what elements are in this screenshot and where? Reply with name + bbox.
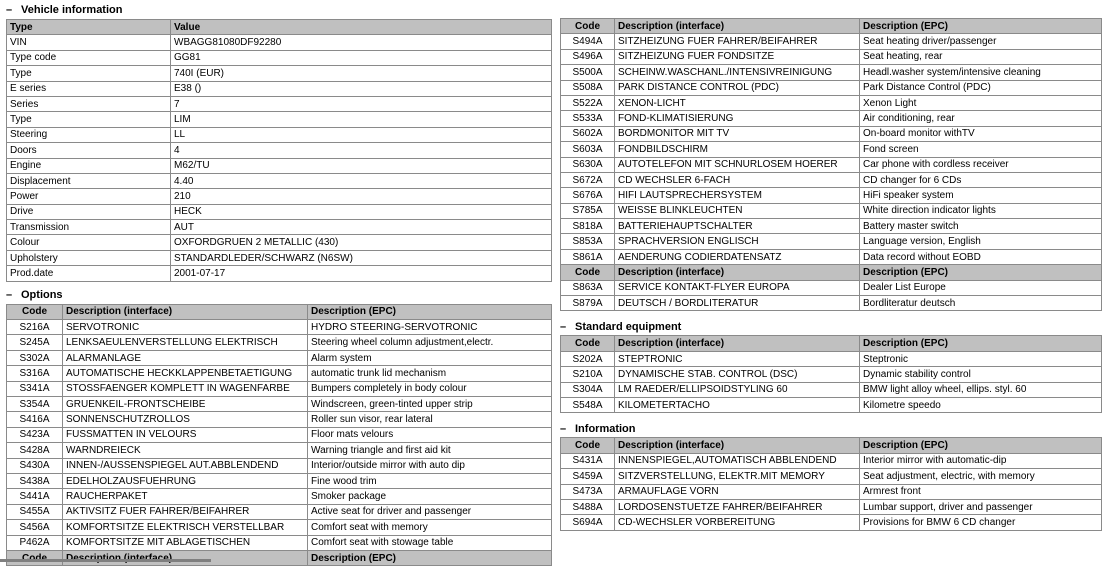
table-cell: Seat heating, rear — [860, 49, 1102, 64]
table-cell: HYDRO STEERING-SERVOTRONIC — [308, 320, 552, 335]
table-row — [561, 219, 1102, 234]
code-cell: S316A — [7, 366, 63, 381]
table-row — [7, 320, 552, 335]
code-cell: S473A — [561, 484, 615, 499]
table-row — [561, 515, 1102, 530]
code-cell: S423A — [7, 427, 63, 442]
table-cell: 4.40 — [171, 173, 552, 188]
table-row — [7, 412, 552, 427]
table-cell: Fond screen — [860, 142, 1102, 157]
table-cell: LENKSAEULENVERSTELLUNG ELEKTRISCH — [63, 335, 308, 350]
table-cell: 7 — [171, 96, 552, 111]
table-cell: CD WECHSLER 6-FACH — [615, 172, 860, 187]
table-row — [7, 35, 552, 50]
table-cell: Air conditioning, rear — [860, 111, 1102, 126]
code-cell: S500A — [561, 65, 615, 80]
table-row — [7, 96, 552, 111]
options-continued-table — [560, 18, 1102, 311]
table-cell: STOSSFAENGER KOMPLETT IN WAGENFARBE — [63, 381, 308, 396]
table-cell: FONDBILDSCHIRM — [615, 142, 860, 157]
table-cell: OXFORDGRUEN 2 METALLIC (430) — [171, 235, 552, 250]
table-row — [7, 81, 552, 96]
table-cell: AUTOTELEFON MIT SCHNURLOSEM HOERER — [615, 157, 860, 172]
table-row — [561, 111, 1102, 126]
table-cell: E38 () — [171, 81, 552, 96]
header-cell: Description (EPC) — [860, 19, 1102, 34]
options-table — [6, 304, 552, 566]
code-cell: S245A — [7, 335, 63, 350]
table-row — [7, 173, 552, 188]
code-cell: S430A — [7, 458, 63, 473]
table-cell: STANDARDLEDER/SCHWARZ (N6SW) — [171, 250, 552, 265]
code-cell: S459A — [561, 469, 615, 484]
table-cell: LM RAEDER/ELLIPSOIDSTYLING 60 — [615, 382, 860, 397]
table-cell: Warning triangle and first aid kit — [308, 443, 552, 458]
table-row — [561, 499, 1102, 514]
table-row — [561, 126, 1102, 141]
table-cell: Interior mirror with automatic-dip — [860, 453, 1102, 468]
code-cell: S694A — [561, 515, 615, 530]
table-cell: Park Distance Control (PDC) — [860, 80, 1102, 95]
table-row — [561, 453, 1102, 468]
table-cell: Lumbar support, driver and passenger — [860, 499, 1102, 514]
header-cell: Code — [7, 304, 63, 319]
code-cell: S630A — [561, 157, 615, 172]
header-cell: Description (EPC) — [308, 550, 552, 565]
table-cell: DEUTSCH / BORDLITERATUR — [615, 296, 860, 311]
table-cell: Drive — [7, 204, 171, 219]
table-row — [7, 127, 552, 142]
table-cell: BATTERIEHAUPTSCHALTER — [615, 219, 860, 234]
information-table — [560, 437, 1102, 530]
table-cell: 2001-07-17 — [171, 266, 552, 281]
table-row — [561, 95, 1102, 110]
table-cell: Steptronic — [860, 351, 1102, 366]
table-row — [561, 172, 1102, 187]
header-cell: Description (interface) — [615, 265, 860, 280]
code-cell: S548A — [561, 397, 615, 412]
code-cell: S863A — [561, 280, 615, 295]
table-row — [561, 234, 1102, 249]
table-cell: Type code — [7, 50, 171, 65]
table-cell: CD-WECHSLER VORBEREITUNG — [615, 515, 860, 530]
table-row — [561, 280, 1102, 295]
code-cell: S438A — [7, 473, 63, 488]
table-row — [561, 157, 1102, 172]
table-cell: RAUCHERPAKET — [63, 489, 308, 504]
table-row — [561, 249, 1102, 264]
table-cell: KILOMETERTACHO — [615, 397, 860, 412]
table-cell: Prod.date — [7, 266, 171, 281]
code-cell: S202A — [561, 351, 615, 366]
table-cell: 4 — [171, 143, 552, 158]
header-cell: Description (EPC) — [308, 304, 552, 319]
code-cell: S853A — [561, 234, 615, 249]
standard-equipment-table — [560, 335, 1102, 413]
table-cell: Bumpers completely in body colour — [308, 381, 552, 396]
table-cell: Language version, English — [860, 234, 1102, 249]
code-cell: S416A — [7, 412, 63, 427]
code-cell: S879A — [561, 296, 615, 311]
table-cell: GG81 — [171, 50, 552, 65]
table-row — [7, 535, 552, 550]
table-header-row — [561, 438, 1102, 453]
table-row — [7, 381, 552, 396]
header-cell: Code — [561, 336, 615, 351]
table-cell: SITZHEIZUNG FUER FAHRER/BEIFAHRER — [615, 34, 860, 49]
table-cell: Comfort seat with stowage table — [308, 535, 552, 550]
table-cell: SPRACHVERSION ENGLISCH — [615, 234, 860, 249]
vehicle-info-table — [6, 19, 552, 282]
table-row — [7, 158, 552, 173]
table-cell: Dynamic stability control — [860, 367, 1102, 382]
table-cell: STEPTRONIC — [615, 351, 860, 366]
table-cell: Transmission — [7, 220, 171, 235]
table-cell: Armrest front — [860, 484, 1102, 499]
table-cell: AUT — [171, 220, 552, 235]
table-row — [7, 473, 552, 488]
table-cell: FUSSMATTEN IN VELOURS — [63, 427, 308, 442]
table-row — [7, 204, 552, 219]
table-row — [7, 335, 552, 350]
code-cell: S302A — [7, 350, 63, 365]
table-row — [561, 203, 1102, 218]
table-cell: automatic trunk lid mechanism — [308, 366, 552, 381]
table-row — [7, 504, 552, 519]
table-cell: Doors — [7, 143, 171, 158]
table-row — [7, 396, 552, 411]
table-cell: Upholstery — [7, 250, 171, 265]
table-cell: Bordliteratur deutsch — [860, 296, 1102, 311]
table-cell: GRUENKEIL-FRONTSCHEIBE — [63, 396, 308, 411]
code-cell: S533A — [561, 111, 615, 126]
table-row — [561, 142, 1102, 157]
table-cell: KOMFORTSITZE MIT ABLAGETISCHEN — [63, 535, 308, 550]
table-cell: Kilometre speedo — [860, 397, 1102, 412]
table-row — [561, 80, 1102, 95]
table-cell: WBAGG81080DF92280 — [171, 35, 552, 50]
table-cell: BMW light alloy wheel, ellips. styl. 60 — [860, 382, 1102, 397]
information-title: – Information — [560, 423, 636, 436]
table-cell: White direction indicator lights — [860, 203, 1102, 218]
table-cell: SITZVERSTELLUNG, ELEKTR.MIT MEMORY — [615, 469, 860, 484]
table-row — [561, 49, 1102, 64]
table-cell: Colour — [7, 235, 171, 250]
table-cell: Comfort seat with memory — [308, 520, 552, 535]
table-cell: AKTIVSITZ FUER FAHRER/BEIFAHRER — [63, 504, 308, 519]
table-cell: ALARMANLAGE — [63, 350, 308, 365]
table-cell: Fine wood trim — [308, 473, 552, 488]
code-cell: S431A — [561, 453, 615, 468]
table-cell: LORDOSENSTUETZE FAHRER/BEIFAHRER — [615, 499, 860, 514]
table-row — [561, 351, 1102, 366]
table-cell: Seat adjustment, electric, with memory — [860, 469, 1102, 484]
vehicle-info-title: – Vehicle information — [6, 4, 123, 16]
code-cell: S672A — [561, 172, 615, 187]
table-cell: Floor mats velours — [308, 427, 552, 442]
table-cell: HiFi speaker system — [860, 188, 1102, 203]
table-cell: Engine — [7, 158, 171, 173]
table-cell: Steering — [7, 127, 171, 142]
header-cell: Description (interface) — [615, 19, 860, 34]
table-row — [7, 66, 552, 81]
table-row — [7, 189, 552, 204]
table-cell: Xenon Light — [860, 95, 1102, 110]
table-cell: Displacement — [7, 173, 171, 188]
table-cell: CD changer for 6 CDs — [860, 172, 1102, 187]
table-cell: VIN — [7, 35, 171, 50]
table-cell: 210 — [171, 189, 552, 204]
table-row — [7, 489, 552, 504]
table-row — [561, 397, 1102, 412]
table-cell: Power — [7, 189, 171, 204]
table-cell: Car phone with cordless receiver — [860, 157, 1102, 172]
table-cell: INNENSPIEGEL,AUTOMATISCH ABBLENDEND — [615, 453, 860, 468]
header-cell: Description (interface) — [615, 438, 860, 453]
table-cell: On-board monitor withTV — [860, 126, 1102, 141]
table-cell: Type — [7, 66, 171, 81]
header-cell: Type — [7, 20, 171, 35]
code-cell: S210A — [561, 367, 615, 382]
table-cell: Battery master switch — [860, 219, 1102, 234]
code-cell: S216A — [7, 320, 63, 335]
code-cell: S522A — [561, 95, 615, 110]
code-cell: S341A — [7, 381, 63, 396]
table-row — [561, 484, 1102, 499]
table-cell: E series — [7, 81, 171, 96]
table-cell: AUTOMATISCHE HECKKLAPPENBETAETIGUNG — [63, 366, 308, 381]
table-row — [7, 220, 552, 235]
table-cell: FOND-KLIMATISIERUNG — [615, 111, 860, 126]
table-cell: Steering wheel column adjustment,electr. — [308, 335, 552, 350]
header-cell: Description (interface) — [615, 336, 860, 351]
code-cell: S354A — [7, 396, 63, 411]
code-cell: S785A — [561, 203, 615, 218]
table-header-row — [561, 19, 1102, 34]
code-cell: S676A — [561, 188, 615, 203]
table-cell: SERVOTRONIC — [63, 320, 308, 335]
table-row — [561, 469, 1102, 484]
table-header-row — [561, 265, 1102, 280]
table-cell: WEISSE BLINKLEUCHTEN — [615, 203, 860, 218]
code-cell: S428A — [7, 443, 63, 458]
table-cell: Active seat for driver and passenger — [308, 504, 552, 519]
table-row — [7, 143, 552, 158]
table-cell: LL — [171, 127, 552, 142]
table-cell: HECK — [171, 204, 552, 219]
table-cell: XENON-LICHT — [615, 95, 860, 110]
code-cell: S603A — [561, 142, 615, 157]
table-cell: Dealer List Europe — [860, 280, 1102, 295]
table-row — [7, 458, 552, 473]
table-row — [7, 235, 552, 250]
header-cell: Code — [561, 265, 615, 280]
table-cell: Roller sun visor, rear lateral — [308, 412, 552, 427]
table-cell: Windscreen, green-tinted upper strip — [308, 396, 552, 411]
code-cell: S496A — [561, 49, 615, 64]
code-cell: S818A — [561, 219, 615, 234]
table-cell: SCHEINW.WASCHANL./INTENSIVREINIGUNG — [615, 65, 860, 80]
code-cell: S494A — [561, 34, 615, 49]
table-row — [7, 112, 552, 127]
code-cell: S602A — [561, 126, 615, 141]
table-cell: SITZHEIZUNG FUER FONDSITZE — [615, 49, 860, 64]
header-cell: Value — [171, 20, 552, 35]
table-row — [7, 266, 552, 281]
table-cell: KOMFORTSITZE ELEKTRISCH VERSTELLBAR — [63, 520, 308, 535]
table-row — [7, 250, 552, 265]
header-cell: Description (EPC) — [860, 336, 1102, 351]
table-row — [7, 443, 552, 458]
table-cell: SERVICE KONTAKT-FLYER EUROPA — [615, 280, 860, 295]
table-cell: Type — [7, 112, 171, 127]
table-header-row — [561, 336, 1102, 351]
table-header-row — [7, 20, 552, 35]
standard-equipment-title: – Standard equipment — [560, 321, 682, 334]
code-cell: S441A — [7, 489, 63, 504]
header-cell: Description (EPC) — [860, 438, 1102, 453]
header-cell: Description (interface) — [63, 304, 308, 319]
table-row — [7, 366, 552, 381]
table-cell: Headl.washer system/intensive cleaning — [860, 65, 1102, 80]
table-cell: DYNAMISCHE STAB. CONTROL (DSC) — [615, 367, 860, 382]
table-row — [561, 367, 1102, 382]
table-cell: Alarm system — [308, 350, 552, 365]
table-cell: Data record without EOBD — [860, 249, 1102, 264]
table-cell: Seat heating driver/passenger — [860, 34, 1102, 49]
header-cell: Description (EPC) — [860, 265, 1102, 280]
table-cell: BORDMONITOR MIT TV — [615, 126, 860, 141]
header-cell: Code — [561, 19, 615, 34]
table-row — [561, 34, 1102, 49]
code-cell: S508A — [561, 80, 615, 95]
table-cell: LIM — [171, 112, 552, 127]
table-row — [7, 427, 552, 442]
table-cell: AENDERUNG CODIERDATENSATZ — [615, 249, 860, 264]
options-title: – Options — [6, 288, 63, 301]
code-cell: S488A — [561, 499, 615, 514]
table-cell: WARNDREIECK — [63, 443, 308, 458]
code-cell: S455A — [7, 504, 63, 519]
table-row — [7, 520, 552, 535]
table-cell: ARMAUFLAGE VORN — [615, 484, 860, 499]
table-cell: Smoker package — [308, 489, 552, 504]
code-cell: S861A — [561, 249, 615, 264]
code-cell: S304A — [561, 382, 615, 397]
code-cell: P462A — [7, 535, 63, 550]
table-cell: Series — [7, 96, 171, 111]
table-cell: EDELHOLZAUSFUEHRUNG — [63, 473, 308, 488]
table-cell: SONNENSCHUTZROLLOS — [63, 412, 308, 427]
code-cell: S456A — [7, 520, 63, 535]
table-cell: M62/TU — [171, 158, 552, 173]
header-cell: Code — [561, 438, 615, 453]
table-row — [561, 382, 1102, 397]
table-row — [561, 65, 1102, 80]
table-row — [7, 350, 552, 365]
table-cell: Provisions for BMW 6 CD changer — [860, 515, 1102, 530]
table-header-row — [7, 304, 552, 319]
table-row — [7, 50, 552, 65]
table-cell: PARK DISTANCE CONTROL (PDC) — [615, 80, 860, 95]
table-row — [561, 188, 1102, 203]
table-row — [561, 296, 1102, 311]
table-cell: INNEN-/AUSSENSPIEGEL AUT.ABBLENDEND — [63, 458, 308, 473]
table-cell: Interior/outside mirror with auto dip — [308, 458, 552, 473]
table-cell: 740I (EUR) — [171, 66, 552, 81]
table-cell: HIFI LAUTSPRECHERSYSTEM — [615, 188, 860, 203]
